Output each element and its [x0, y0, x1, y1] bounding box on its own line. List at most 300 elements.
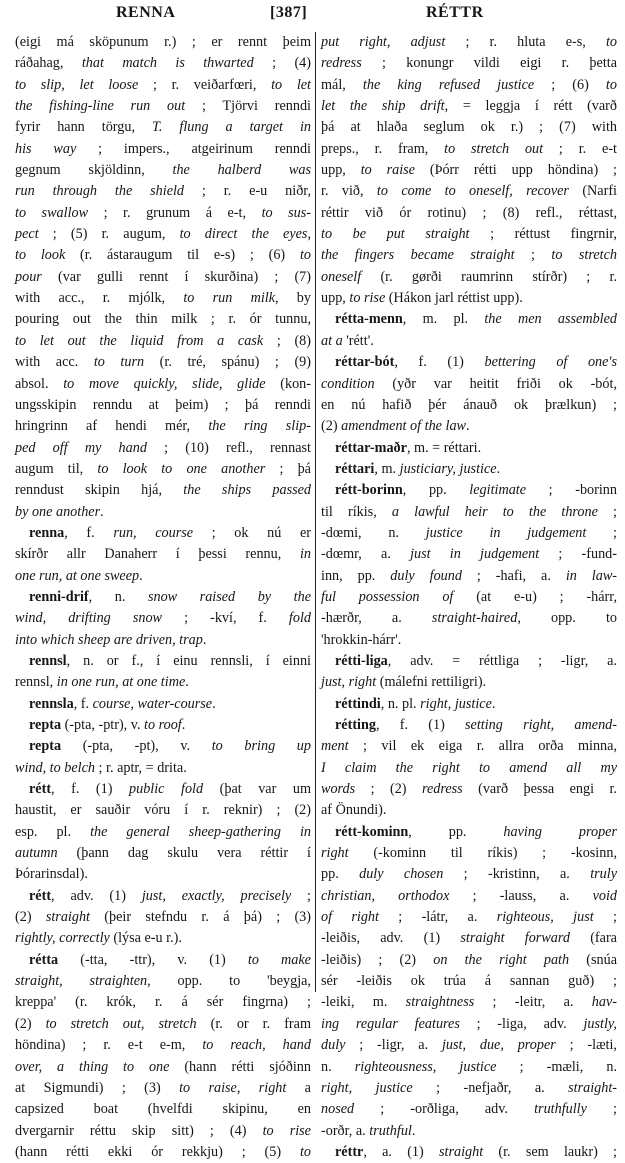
gloss-text: ful possession of — [321, 588, 454, 605]
headword: réttar-bót — [335, 354, 395, 371]
entry-text: ; ok nú er — [193, 524, 311, 541]
gloss-text: on the right path — [433, 951, 570, 968]
entry-line — [15, 1057, 311, 1078]
gloss-text: the men assembled — [484, 311, 617, 328]
gloss-text: hav- — [591, 994, 617, 1011]
headword: rétting — [335, 717, 376, 733]
entry-text: ; -borinn — [526, 482, 617, 499]
entry-line — [15, 75, 311, 96]
entry-line — [321, 1057, 617, 1078]
entry-text: , n. or f., í einu rennsli, í einni — [66, 652, 311, 669]
entry-line — [15, 544, 311, 565]
entry-line — [15, 1035, 311, 1056]
entry-text: ; (10) refl., rennast — [146, 439, 311, 456]
entry-text: (fara — [569, 930, 617, 947]
entry-text: absol. — [15, 375, 64, 392]
entry-text: . — [181, 717, 186, 733]
entry-text: réttir við ór rotinu) ; (8) refl., réttast, — [321, 204, 617, 221]
gloss-text: to — [605, 34, 617, 50]
entry-text: ; -mæli, n. — [496, 1058, 617, 1075]
gloss-text: condition — [321, 375, 375, 392]
entry-text: , f. (1) — [375, 717, 466, 733]
entry-line — [321, 331, 617, 352]
gloss-text: truthfully — [534, 1101, 587, 1118]
entry-line — [321, 672, 617, 693]
entry-text: 'rétt'. — [342, 332, 374, 349]
entry-text: ; (8) — [263, 332, 311, 349]
entry-line — [321, 416, 617, 437]
gloss-text: I claim the right to amend all my — [321, 759, 617, 776]
gloss-text: truly — [590, 866, 617, 883]
headword: renna — [29, 524, 65, 541]
gloss-text: bettering of one's — [484, 354, 617, 371]
entry-line — [321, 32, 617, 53]
entry-line — [15, 96, 311, 117]
entry-line — [15, 53, 311, 74]
entry-text: . — [491, 695, 496, 712]
gloss-text: nosed — [321, 1101, 355, 1118]
entry-text: ; — [291, 887, 312, 904]
entry-line — [321, 950, 617, 971]
gloss-text: to move quickly, slide, glide — [63, 375, 266, 392]
entry-line — [15, 224, 311, 245]
entry-line — [15, 694, 311, 715]
entry-text: ; -kristinn, a. — [443, 866, 591, 883]
entry-line — [321, 1035, 617, 1056]
entry-line — [15, 139, 311, 160]
entry-text: ; (2) — [355, 781, 422, 798]
entry-line — [15, 843, 311, 864]
gloss-text: ing regular features — [321, 1015, 460, 1032]
gloss-text: by one another — [15, 503, 101, 520]
gloss-text: fold — [288, 610, 311, 627]
entry-text: skírðr allr Danaherr í þessi rennu, — [15, 546, 300, 563]
entry-line — [15, 395, 311, 416]
entry-line — [321, 96, 617, 117]
entry-text: -orðr, a. — [321, 1122, 370, 1139]
gloss-text: to — [299, 247, 311, 264]
gloss-text: setting right, amend- — [465, 717, 617, 733]
entry-text: capsized boat (hvelfdi skipinu, en — [15, 1101, 311, 1118]
gloss-text: to roof — [144, 717, 182, 733]
gloss-text: just, exactly, precisely — [141, 887, 292, 904]
entry-line — [15, 907, 311, 928]
gloss-text: put right, adjust — [321, 34, 446, 50]
entry-text: ; r. hluta e-s, — [445, 34, 606, 50]
gloss-text: to slip, let loose — [15, 76, 139, 93]
entry-line — [321, 715, 617, 736]
gloss-text: run through the shield — [15, 183, 185, 200]
entry-text: . — [466, 418, 470, 435]
gloss-text: to direct the eyes, — [179, 226, 311, 243]
headword: rétt — [29, 887, 52, 904]
entry-line — [321, 53, 617, 74]
gloss-text: in — [299, 546, 311, 563]
entry-text: ; r. e-u niðr, — [184, 183, 311, 200]
entry-text: ungsskipin renndu at þeim) ; þá renndi — [15, 396, 311, 413]
entry-text: a — [286, 1079, 311, 1096]
entry-line — [321, 907, 617, 928]
headword: rétta — [29, 951, 59, 968]
entry-text: ; -lauss, a. — [449, 887, 593, 904]
gloss-text: straight — [439, 1143, 484, 1160]
entry-line — [321, 1142, 617, 1163]
entry-line — [15, 438, 311, 459]
gloss-text: to sus- — [261, 204, 311, 221]
gloss-text: the ring slip- — [208, 418, 311, 435]
entry-text: (-kominn til ríkis) ; -kosinn, — [348, 845, 617, 862]
entry-line — [15, 352, 311, 373]
entry-text: (hann rétti sjóðinn — [169, 1058, 311, 1075]
entry-text: ; -látr, a. — [378, 909, 497, 926]
gloss-text: straight-haired — [431, 610, 518, 627]
entry-text: ; r. aptr, = drita. — [95, 759, 187, 776]
entry-text: ; -liga, adv. — [459, 1015, 584, 1032]
entry-text: ; -hafi, a. — [461, 567, 566, 584]
entry-text: ; — [586, 1101, 617, 1118]
entry-text: (snúa — [569, 951, 618, 968]
entry-text: ; konungr vildi eigi r. þetta — [361, 55, 617, 72]
gloss-text: words — [321, 781, 356, 798]
entry-text: , f. (1) — [394, 354, 485, 371]
gloss-text: just, right — [321, 674, 377, 691]
page-number: [387] — [270, 4, 308, 21]
entry-text: , adv. (1) — [51, 887, 142, 904]
headword: rétta-menn — [335, 311, 403, 328]
headword: rennsla — [29, 695, 74, 712]
entry-text: ; (4) — [253, 55, 311, 72]
gloss-text: that match is thwarted — [81, 55, 254, 72]
gloss-text: ped off my hand — [15, 439, 147, 456]
gloss-text: right, justice — [321, 1079, 413, 1096]
entry-text: , by — [275, 290, 311, 307]
gloss-text: pect — [15, 226, 39, 243]
headword: réttindi — [335, 695, 381, 712]
entry-text: (var gulli rennt í skurðina) ; (7) — [41, 268, 311, 285]
entry-line — [321, 886, 617, 907]
entry-line — [321, 992, 617, 1013]
entry-line — [321, 971, 617, 992]
gloss-text: to look — [15, 247, 66, 264]
gloss-text: righteous, just — [496, 909, 594, 926]
entry-text: , n. — [88, 588, 148, 605]
entry-text: . — [212, 695, 216, 712]
entry-line — [321, 181, 617, 202]
gloss-text: the ships passed — [183, 482, 311, 499]
entry-text: preps., r. fram, — [321, 140, 445, 157]
entry-line — [321, 736, 617, 757]
entry-line — [15, 992, 311, 1013]
gloss-text: straight forward — [460, 930, 570, 947]
entry-text: . — [496, 460, 501, 477]
entry-line — [321, 928, 617, 949]
entry-text: -dœmi, n. — [321, 524, 426, 541]
headword: rétt-borinn — [335, 482, 403, 499]
headword: rennsl — [29, 652, 67, 669]
gloss-text: just, due, proper — [441, 1037, 556, 1054]
headword: repta — [29, 738, 62, 755]
entry-text: þá at hlaða seglum ok r.) ; (7) with — [321, 119, 617, 136]
entry-line — [15, 267, 311, 288]
gloss-text: run, course — [113, 524, 194, 541]
gloss-text: amendment of the law — [341, 418, 467, 435]
entry-line — [321, 374, 617, 395]
entry-line — [321, 438, 617, 459]
entry-text: (2) — [321, 418, 342, 435]
gloss-text: to — [605, 76, 617, 93]
entry-text: (þeir stefndu r. á þá) ; (3) — [90, 909, 311, 926]
headword: réttari — [335, 460, 375, 477]
entry-columns — [0, 32, 625, 1160]
gloss-text: legitimate — [469, 482, 527, 499]
gloss-text: to be put straight — [321, 226, 470, 243]
entry-text: with acc. — [15, 354, 94, 371]
gloss-text: over, a thing to one — [15, 1058, 170, 1075]
entry-line — [321, 1078, 617, 1099]
left-column — [15, 32, 311, 1163]
entry-line — [15, 331, 311, 352]
header-first-headword: RENNA — [116, 4, 176, 21]
entry-line — [15, 587, 311, 608]
entry-text: , a. (1) — [363, 1143, 439, 1160]
entry-line — [321, 395, 617, 416]
entry-line — [321, 160, 617, 181]
entry-line — [15, 864, 311, 885]
entry-line — [15, 630, 311, 651]
gloss-text: oneself — [321, 268, 362, 285]
entry-text: (eigi má sköpunum r.) ; er rennt þeim — [15, 34, 311, 50]
entry-text: ; réttust fingrnir, — [469, 226, 617, 243]
gloss-text: straightness — [405, 994, 475, 1011]
entry-line — [321, 288, 617, 309]
gloss-text: wind, to belch — [15, 759, 95, 776]
entry-text: (2) — [15, 1015, 46, 1032]
entry-line — [15, 715, 311, 736]
entry-text: gegnum skjöldinn, — [15, 162, 173, 179]
entry-text: haustit, er sauðir vóru í r. reknir) ; (2) — [15, 802, 311, 819]
entry-line — [15, 117, 311, 138]
entry-line — [15, 502, 311, 523]
headword: renni-drif — [29, 588, 89, 605]
entry-text: (-pta, -pt), v. — [61, 738, 212, 755]
entry-text: (yðr var heitit friði ok -bót, — [374, 375, 617, 392]
entry-text: (r. sem laukr) ; — [483, 1143, 617, 1160]
entry-text: (þat var um — [203, 781, 311, 798]
entry-line — [321, 1014, 617, 1035]
entry-text: ; — [514, 247, 552, 264]
gloss-text: redress — [321, 55, 362, 72]
gloss-text: snow raised by the — [147, 588, 311, 605]
entry-text: ; — [597, 503, 617, 520]
gloss-text: just in judgement — [410, 546, 540, 563]
entry-text: ; — [593, 909, 617, 926]
entry-text: mál, — [321, 76, 363, 93]
entry-line — [15, 523, 311, 544]
entry-text: (Hákon jarl réttist upp). — [385, 290, 523, 307]
entry-text: . — [185, 674, 189, 691]
entry-text: (-tta, -ttr), v. (1) — [58, 951, 248, 968]
gloss-text: duly found — [390, 567, 462, 584]
entry-line — [15, 459, 311, 480]
gloss-text: duly chosen — [359, 866, 444, 883]
entry-text: pouring out the thin milk ; r. ór tunnu, — [15, 311, 311, 328]
entry-text: kreppa' (r. krók, r. á sér fingrna) ; — [15, 994, 311, 1011]
gloss-text: a lawful heir to the throne — [391, 503, 598, 520]
entry-line — [321, 459, 617, 480]
entry-text: -leiðis) ; (2) — [321, 951, 434, 968]
gloss-text: in one run, at one time — [56, 674, 186, 691]
entry-text: -leiki, m. — [321, 994, 406, 1011]
gloss-text: straight- — [568, 1079, 617, 1096]
headword: rétti-liga — [335, 652, 388, 669]
gloss-text: right, justice — [420, 695, 492, 712]
entry-text: ; -leitr, a. — [474, 994, 592, 1011]
gloss-text: to let out the liquid from a cask — [15, 332, 264, 349]
entry-text: inn, pp. — [321, 567, 391, 584]
entry-text: en nú hafið þér ánauð ok þrælkun) ; — [321, 396, 617, 413]
entry-line — [321, 1099, 617, 1120]
gloss-text: T. flung a target in — [152, 119, 311, 136]
entry-text: . — [411, 1122, 416, 1139]
entry-line — [15, 950, 311, 971]
entry-text: ; -orðliga, adv. — [354, 1101, 535, 1118]
entry-text: , m. pl. — [402, 311, 485, 328]
gloss-text: to stretch out, stretch — [45, 1015, 197, 1032]
gloss-text: to bring up — [211, 738, 311, 755]
gloss-text: void — [592, 887, 617, 904]
entry-line — [321, 651, 617, 672]
entry-text: ; r. grunum á e-t, — [88, 204, 262, 221]
entry-text: ; Tjörvi renndi — [185, 98, 311, 115]
entry-text: dvergarnir réttu skip sitt) ; (4) — [15, 1122, 263, 1139]
entry-line — [321, 245, 617, 266]
headword: repta — [29, 717, 62, 733]
gloss-text: his way — [15, 140, 77, 157]
entry-text: (kon- — [265, 375, 312, 392]
gloss-text: let the ship drift — [321, 98, 445, 115]
entry-text: renndust skipin hjá, — [15, 482, 184, 499]
gloss-text: autumn — [15, 845, 58, 862]
gloss-text: public fold — [129, 781, 204, 798]
entry-line — [15, 886, 311, 907]
entry-text: , = leggja í rétt (varð — [444, 98, 618, 115]
gloss-text: justice in judgement — [425, 524, 587, 541]
gloss-text: to — [299, 1143, 311, 1160]
gloss-text: righteousness, justice — [354, 1058, 497, 1075]
entry-text: (þann dag skulu vera réttir í — [57, 845, 311, 862]
gloss-text: the king refused justice — [362, 76, 535, 93]
gloss-text: straight, straighten — [15, 973, 148, 990]
entry-text: , adv. = réttliga ; -ligr, a. — [387, 652, 617, 669]
entry-line — [321, 587, 617, 608]
entry-line — [321, 139, 617, 160]
entry-text: pp. — [321, 866, 360, 883]
gloss-text: to raise — [360, 162, 415, 179]
entry-line — [321, 224, 617, 245]
gloss-text: to rise — [262, 1122, 311, 1139]
entry-text: ráðahag, — [15, 55, 82, 72]
entry-line — [15, 1099, 311, 1120]
entry-line — [321, 566, 617, 587]
entry-text: (-pta, -ptr), v. — [61, 717, 145, 733]
entry-text: (r. tré, spánu) ; (9) — [144, 354, 311, 371]
entry-text: , f. — [73, 695, 93, 712]
gloss-text: christian, orthodox — [321, 887, 450, 904]
entry-text: (r. gørði raumrinn stírðr) ; r. — [361, 268, 617, 285]
gloss-text: to rise — [349, 290, 386, 307]
gloss-text: to reach, hand — [202, 1037, 311, 1054]
entry-text: , opp. to 'beygja, — [147, 973, 311, 990]
headword: rétt — [29, 781, 52, 798]
entry-text: (r. or r. fram — [196, 1015, 311, 1032]
gloss-text: straight — [45, 909, 90, 926]
entry-text: -leiðis, adv. (1) — [321, 930, 461, 947]
entry-line — [15, 203, 311, 224]
gloss-text: to turn — [93, 354, 145, 371]
gloss-text: justiciary, justice — [399, 460, 497, 477]
gloss-text: the general sheep-gathering in — [90, 823, 311, 840]
entry-text: . — [202, 631, 207, 648]
entry-line — [321, 864, 617, 885]
gloss-text: ment — [321, 738, 349, 755]
entry-line — [321, 800, 617, 821]
right-column — [321, 32, 617, 1163]
entry-text: n. — [321, 1058, 355, 1075]
entry-text: at Sigmundi) ; (3) — [15, 1079, 180, 1096]
gloss-text: having proper — [503, 823, 617, 840]
entry-line — [321, 822, 617, 843]
entry-line — [321, 630, 617, 651]
entry-line — [15, 566, 311, 587]
gloss-text: duly — [321, 1037, 346, 1054]
header-last-headword: RÉTTR — [426, 4, 484, 21]
entry-text: fyrir hann törgu, — [15, 119, 152, 136]
entry-text: rennsl, — [15, 674, 57, 691]
entry-text: (Þórr rétti upp höndina) ; — [414, 162, 617, 179]
entry-text: ; -fund- — [539, 546, 618, 563]
gloss-text: wind, drifting snow — [15, 610, 163, 627]
entry-line — [321, 779, 617, 800]
entry-text: ; vil ek eiga r. allra orða minna, — [348, 738, 617, 755]
gloss-text: the fishing-line run out — [15, 98, 186, 115]
entry-line — [321, 758, 617, 779]
entry-line — [15, 288, 311, 309]
entry-text: , opp. to — [517, 610, 617, 627]
entry-line — [321, 608, 617, 629]
entry-text: (at e-u) ; -hárr, — [453, 588, 617, 605]
gloss-text: the halberd was — [172, 162, 311, 179]
gloss-text: to stretch out — [444, 140, 544, 157]
entry-text: (r. ástaraugum til e-s) ; (6) — [65, 247, 300, 264]
entry-text: ; — [586, 524, 617, 541]
entry-line — [15, 779, 311, 800]
entry-line — [15, 181, 311, 202]
gloss-text: to let — [271, 76, 311, 93]
entry-text: with acc., r. mjólk, — [15, 290, 184, 307]
entry-text: , m. — [374, 460, 400, 477]
entry-text: -hærðr, a. — [321, 610, 432, 627]
entry-text: ; -kví, f. — [162, 610, 289, 627]
entry-line — [321, 267, 617, 288]
gloss-text: to run milk — [183, 290, 276, 307]
gloss-text: to swallow — [15, 204, 89, 221]
entry-text: (Narfi — [568, 183, 617, 200]
column-divider — [315, 32, 316, 992]
entry-line — [15, 736, 311, 757]
entry-text: höndina) ; r. e-t e-m, — [15, 1037, 203, 1054]
entry-text: ; -nefjaðr, a. — [412, 1079, 569, 1096]
headword: réttr — [335, 1143, 364, 1160]
